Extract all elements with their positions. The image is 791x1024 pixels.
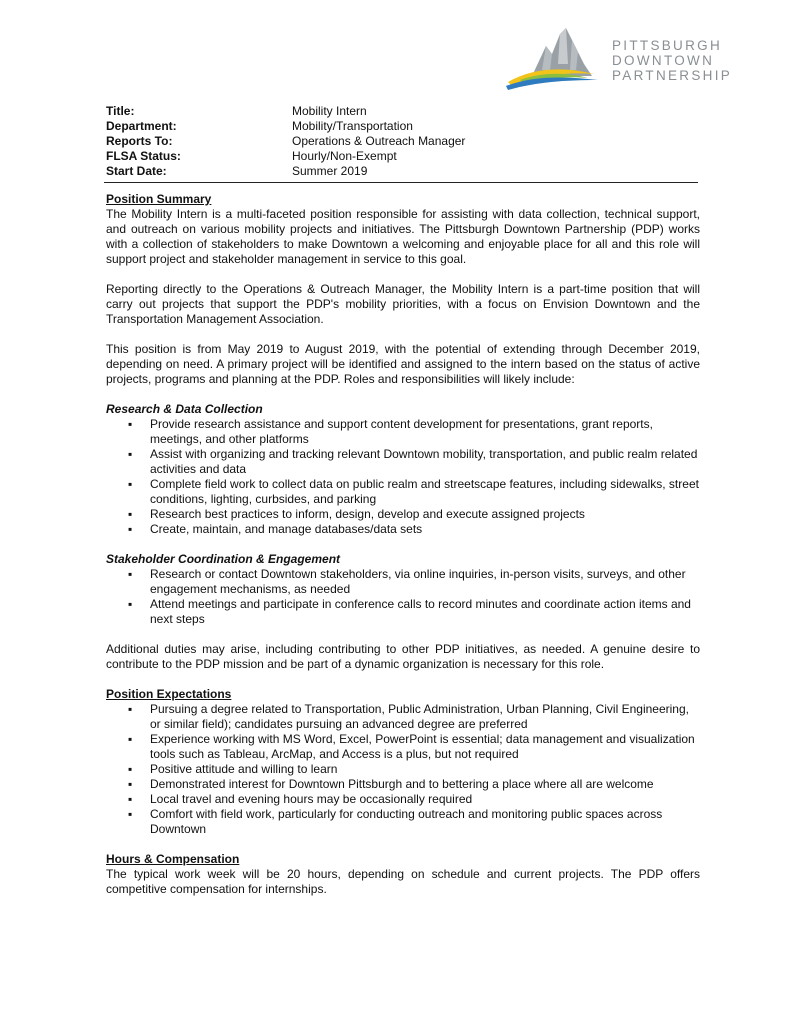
meta-label: Title: bbox=[106, 104, 135, 118]
meta-value: Summer 2019 bbox=[292, 164, 368, 178]
expectations-list bbox=[106, 702, 700, 837]
meta-value: Hourly/Non-Exempt bbox=[292, 149, 397, 163]
meta-value: Mobility Intern bbox=[292, 104, 367, 118]
list-item bbox=[106, 477, 700, 507]
additional-duties-paragraph: Additional duties may arise, including contributing to other PDP initiatives, as needed. A genuine desire to contribute to the PDP mission and be part of a dynamic organization is necessary for this role. bbox=[106, 642, 700, 671]
meta-value: Mobility/Transportation bbox=[292, 119, 413, 133]
list-item-text: Research or contact Downtown stakeholders, via online inquiries, in-person visits, surveys, and other engagement mechanisms, as needed bbox=[150, 567, 686, 596]
section-heading-position-expectations: Position Expectations bbox=[106, 687, 232, 701]
logo-line: PARTNERSHIP bbox=[612, 68, 733, 83]
meta-row-start-date bbox=[106, 164, 696, 179]
meta-row-department bbox=[106, 119, 696, 134]
meta-label: FLSA Status: bbox=[106, 149, 181, 163]
meta-row-title bbox=[106, 104, 696, 119]
header-divider bbox=[104, 182, 698, 183]
list-item-text: Demonstrated interest for Downtown Pittsburgh and to bettering a place where all are welcome bbox=[150, 777, 654, 791]
meta-value: Operations & Outreach Manager bbox=[292, 134, 466, 148]
bullet-icon: ▪ bbox=[128, 507, 133, 521]
bullet-icon: ▪ bbox=[128, 417, 133, 431]
summary-paragraph-2: Reporting directly to the Operations & Outreach Manager, the Mobility Intern is a part-time position that will carry out projects that support the PDP's mobility priorities, with a focus on Envision Downtown and the Transportation Management Association. bbox=[106, 282, 700, 326]
meta-label: Reports To: bbox=[106, 134, 173, 148]
list-item-text: Comfort with field work, particularly for conducting outreach and monitoring public spaces across Downtown bbox=[150, 807, 663, 836]
list-item bbox=[106, 762, 700, 777]
list-item-text: Assist with organizing and tracking relevant Downtown mobility, transportation, and public realm related activities and data bbox=[150, 447, 698, 476]
bullet-icon: ▪ bbox=[128, 777, 133, 791]
bullet-icon: ▪ bbox=[128, 522, 133, 536]
bullet-icon: ▪ bbox=[128, 597, 133, 611]
list-item-text: Positive attitude and willing to learn bbox=[150, 762, 338, 776]
bullet-icon: ▪ bbox=[128, 792, 133, 806]
meta-row-flsa-status bbox=[106, 149, 696, 164]
list-item bbox=[106, 507, 700, 522]
bullet-icon: ▪ bbox=[128, 447, 133, 461]
summary-paragraph-3: This position is from May 2019 to August 2019, with the potential of extending through December 2019, depending on need. A primary project will be identified and assigned to the intern based on the status of active projects, programs and planning at the PDP. Roles and responsibilities will likely include: bbox=[106, 342, 700, 386]
list-item bbox=[106, 777, 700, 792]
list-item bbox=[106, 522, 700, 537]
list-item bbox=[106, 417, 700, 447]
research-list bbox=[106, 417, 700, 537]
skyline-mountain-icon bbox=[502, 24, 612, 94]
list-item bbox=[106, 792, 700, 807]
list-item-text: Pursuing a degree related to Transportation, Public Administration, Urban Planning, Civil Engineering, or similar field); candidates pursuing an advanced degree are preferred bbox=[150, 702, 689, 731]
logo-line: DOWNTOWN bbox=[612, 53, 715, 68]
meta-label: Start Date: bbox=[106, 164, 167, 178]
list-item-text: Create, maintain, and manage databases/data sets bbox=[150, 522, 423, 536]
bullet-icon: ▪ bbox=[128, 807, 133, 821]
list-item bbox=[106, 567, 700, 597]
list-item-text: Local travel and evening hours may be occasionally required bbox=[150, 792, 473, 806]
logo-wordmark bbox=[612, 38, 732, 83]
list-item bbox=[106, 702, 700, 732]
list-item-text: Provide research assistance and support content development for presentations, grant reports, meetings, and other platforms bbox=[150, 417, 653, 446]
list-item-text: Experience working with MS Word, Excel, PowerPoint is essential; data management and visualization tools such as Tableau, ArcMap, and Access is a plus, but not required bbox=[150, 732, 695, 761]
section-heading-hours-compensation: Hours & Compensation bbox=[106, 852, 240, 866]
stakeholder-list bbox=[106, 567, 700, 627]
list-item-text: Attend meetings and participate in conference calls to record minutes and coordinate action items and next steps bbox=[150, 597, 691, 626]
list-item bbox=[106, 732, 700, 762]
list-item-text: Research best practices to inform, design, develop and execute assigned projects bbox=[150, 507, 585, 521]
subheading-research-data-collection: Research & Data Collection bbox=[106, 402, 263, 416]
bullet-icon: ▪ bbox=[128, 567, 133, 581]
meta-label: Department: bbox=[106, 119, 177, 133]
document-body bbox=[106, 192, 700, 897]
job-meta-table bbox=[106, 104, 696, 179]
summary-paragraph-1: The Mobility Intern is a multi-faceted position responsible for assisting with data collection, technical support, and outreach on various mobility projects and initiatives. The Pittsburgh Downtown Partnership (PDP) works with a collection of stakeholders to make Downtown a welcoming and enjoyable place for all and this role will support project and stakeholder management in service to this goal. bbox=[106, 207, 700, 266]
bullet-icon: ▪ bbox=[128, 732, 133, 746]
list-item-text: Complete field work to collect data on public realm and streetscape features, including sidewalks, street conditions, lighting, curbsides, and parking bbox=[150, 477, 699, 506]
bullet-icon: ▪ bbox=[128, 477, 133, 491]
hours-paragraph: The typical work week will be 20 hours, depending on schedule and current projects. The PDP offers competitive compensation for internships. bbox=[106, 867, 700, 896]
subheading-stakeholder-coordination: Stakeholder Coordination & Engagement bbox=[106, 552, 341, 566]
list-item bbox=[106, 447, 700, 477]
meta-row-reports-to bbox=[106, 134, 696, 149]
section-heading-position-summary: Position Summary bbox=[106, 192, 212, 206]
list-item bbox=[106, 597, 700, 627]
pdp-logo bbox=[502, 24, 732, 94]
logo-line: PITTSBURGH bbox=[612, 38, 723, 53]
list-item bbox=[106, 807, 700, 837]
bullet-icon: ▪ bbox=[128, 762, 133, 776]
bullet-icon: ▪ bbox=[128, 702, 133, 716]
